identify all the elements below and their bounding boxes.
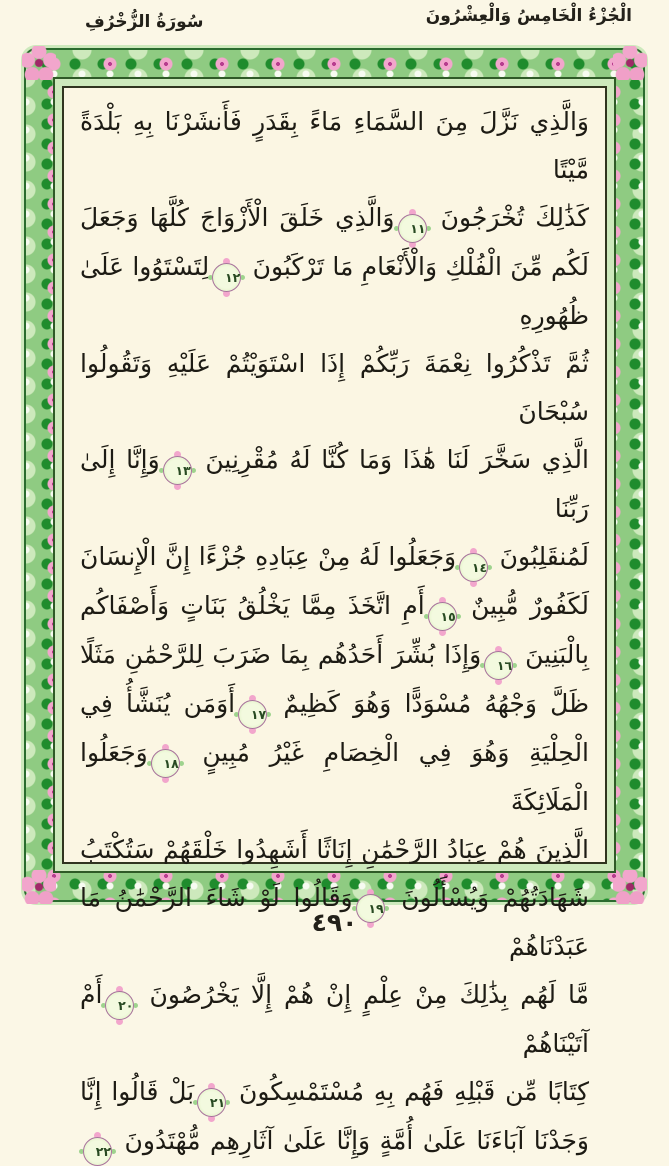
ayah-text: الَّذِينَ هُمْ عِبَادُ الرَّحْمَٰنِ إِنَاثًا أَشَهِدُوا خَلْقَهُمْ سَتُكْتَبُ bbox=[80, 835, 589, 864]
ayah-text: لَكُم مِّنَ الْفُلْكِ وَالْأَنْعَامِ مَا تَرْكَبُونَ bbox=[252, 252, 590, 281]
corner-flower-icon bbox=[22, 870, 56, 904]
quran-line bbox=[80, 98, 589, 194]
quran-line bbox=[80, 533, 589, 582]
verse-end-marker: ٢١ bbox=[197, 1088, 226, 1117]
ayah-text: بِالْبَنِينَ bbox=[525, 640, 589, 669]
ayah-text: لَكَفُورٌ مُّبِينٌ bbox=[471, 591, 590, 620]
ayah-text: كِتَابًا مِّن قَبْلِهِ فَهُم بِهِ مُسْتَمْسِكُونَ bbox=[239, 1077, 589, 1106]
ayah-text: شَهَادَتُهُمْ وَيُسْأَلُونَ bbox=[401, 883, 589, 912]
surah-title: سُورَةُ الزُّخْرُفِ bbox=[85, 12, 204, 32]
ayah-text: الْحِلْيَةِ وَهُوَ فِي الْخِصَامِ غَيْرُ مُبِينٍ bbox=[202, 738, 590, 767]
ayah-text: وَإِذَا بُشِّرَ أَحَدُهُم بِمَا ضَرَبَ لِلرَّحْمَٰنِ مَثَلًا bbox=[80, 640, 482, 669]
verse-end-marker: ١٣ bbox=[163, 456, 192, 485]
ayah-text: كَذَٰلِكَ تُخْرَجُونَ bbox=[440, 203, 590, 232]
verse-end-marker: ١٦ bbox=[484, 651, 513, 680]
quran-line bbox=[80, 1068, 589, 1117]
ayah-text: أَمْ آتَيْنَاهُمْ bbox=[80, 980, 589, 1058]
quran-line bbox=[80, 340, 589, 436]
verse-end-marker: ٢٠ bbox=[105, 991, 134, 1020]
ayah-text: أَوَمَن يُنَشَّأُ فِي bbox=[80, 689, 236, 718]
ayah-text: بَلْ قَالُوا إِنَّا bbox=[80, 1077, 195, 1106]
quran-line bbox=[80, 826, 589, 874]
ayah-text: ثُمَّ تَذْكُرُوا نِعْمَةَ رَبِّكُمْ إِذَا اسْتَوَيْتُمْ عَلَيْهِ وَتَقُولُوا سُبْحَانَ bbox=[80, 349, 589, 426]
quran-line bbox=[80, 971, 589, 1068]
quran-line bbox=[80, 680, 589, 729]
page-number: ٤٩٠ bbox=[311, 908, 358, 937]
ayah-text: وَالَّذِي نَزَّلَ مِنَ السَّمَاءِ مَاءً بِقَدَرٍ فَأَنشَرْنَا بِهِ بَلْدَةً مَّيْتًا bbox=[80, 107, 589, 184]
ayah-text: لَمُنقَلِبُونَ bbox=[499, 542, 589, 571]
ayah-text: وَقَالُوا لَوْ شَاءَ الرَّحْمَٰنُ مَا عَبَدْنَاهُمْ bbox=[80, 883, 589, 961]
verse-end-marker: ١٥ bbox=[428, 602, 457, 631]
verse-end-marker: ٢٢ bbox=[83, 1137, 112, 1166]
quran-line bbox=[80, 631, 589, 680]
verse-end-marker: ١٧ bbox=[238, 700, 267, 729]
ayah-text: وَجَدْنَا آبَاءَنَا عَلَىٰ أُمَّةٍ وَإِنَّا عَلَىٰ آثَارِهِم مُّهْتَدُونَ bbox=[124, 1126, 589, 1155]
running-head bbox=[25, 6, 644, 32]
ayah-text: ظَلَّ وَجْهُهُ مُسْوَدًّا وَهُوَ كَظِيمٌ bbox=[283, 689, 589, 718]
ayah-text: وَجَعَلُوا لَهُ مِنْ عِبَادِهِ جُزْءًا إِنَّ الْإِنسَانَ bbox=[80, 542, 457, 571]
quran-line bbox=[80, 582, 589, 631]
ayah-text: لِتَسْتَوُوا عَلَىٰ ظُهُورِهِ bbox=[80, 252, 589, 330]
juz-title: الْجُزْءُ الْخَامِسُ وَالْعِشْرُونَ bbox=[425, 6, 632, 26]
ayah-text: مَّا لَهُم بِذَٰلِكَ مِنْ عِلْمٍ إِنْ هُمْ إِلَّا يَخْرُصُونَ bbox=[149, 980, 590, 1009]
verse-end-marker: ١٤ bbox=[459, 553, 488, 582]
ayah-text: وَجَعَلُوا الْمَلَائِكَةَ bbox=[80, 738, 589, 816]
ayah-text: الَّذِي سَخَّرَ لَنَا هَٰذَا وَمَا كُنَّا لَهُ مُقْرِنِينَ bbox=[205, 445, 589, 474]
quran-line bbox=[80, 729, 589, 826]
verse-end-marker: ١٨ bbox=[151, 749, 180, 778]
quran-line bbox=[80, 1117, 589, 1166]
corner-flower-icon bbox=[613, 870, 647, 904]
quran-line bbox=[80, 194, 589, 243]
verse-end-marker: ١٢ bbox=[212, 263, 241, 292]
corner-flower-icon bbox=[613, 46, 647, 80]
verse-end-marker: ١٩ bbox=[356, 894, 385, 923]
corner-flower-icon bbox=[22, 46, 56, 80]
ayah-text: وَالَّذِي خَلَقَ الْأَزْوَاجَ كُلَّهَا وَجَعَلَ bbox=[80, 203, 395, 232]
ayah-text: أَمِ اتَّخَذَ مِمَّا يَخْلُقُ بَنَاتٍ وَأَصْفَاكُم bbox=[80, 591, 425, 620]
ayah-text: وَإِنَّا إِلَىٰ رَبِّنَا bbox=[80, 445, 589, 523]
quran-line bbox=[80, 243, 589, 340]
quran-line bbox=[80, 436, 589, 533]
verse-end-marker: ١١ bbox=[398, 214, 427, 243]
